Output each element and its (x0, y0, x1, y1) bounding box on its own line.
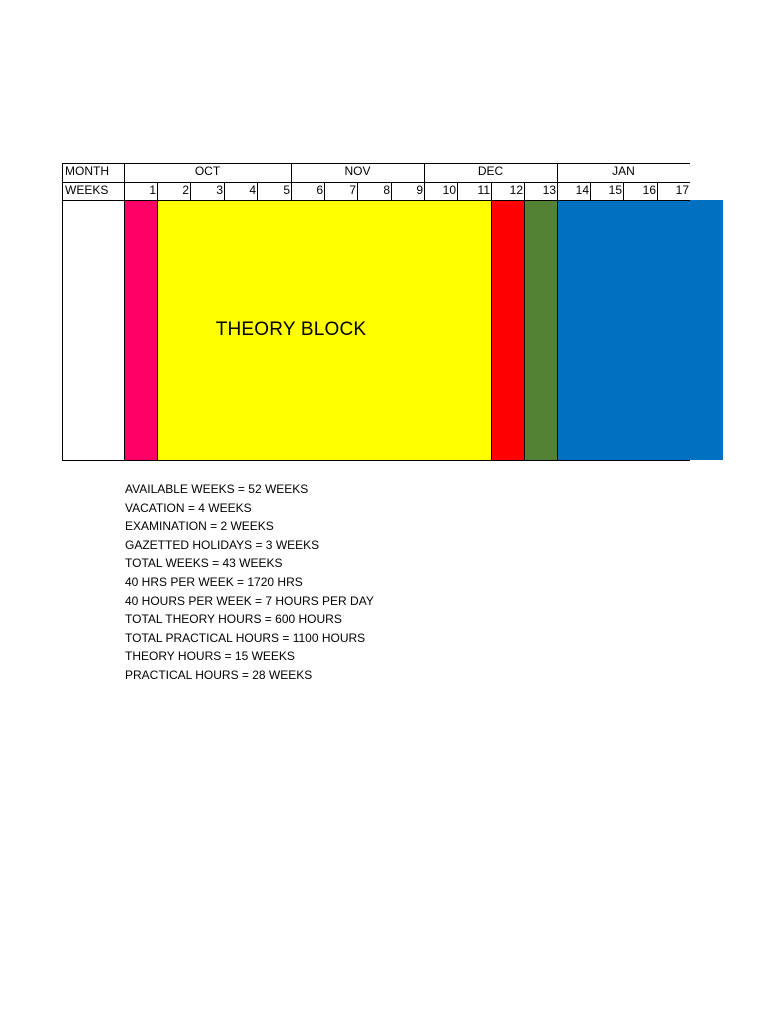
grid-line-week-divider (291, 182, 292, 200)
stat-line: PRACTICAL HOURS = 28 WEEKS (125, 667, 313, 682)
grid-line-week-divider (157, 182, 158, 200)
grid-line-week-divider (457, 182, 458, 200)
week-13: 13 (542, 183, 556, 197)
grid-line-block-divider (557, 200, 558, 460)
week-8: 8 (383, 183, 390, 197)
month-dec: DEC (477, 164, 504, 178)
grid-line-block-divider (524, 200, 525, 460)
week-2: 2 (182, 183, 189, 197)
stat-line: TOTAL THEORY HOURS = 600 HOURS (125, 612, 342, 627)
theory-block (157, 200, 491, 460)
week-4: 4 (249, 183, 256, 197)
grid-line-week-divider (524, 182, 525, 200)
grid-line-week-divider (491, 182, 492, 200)
grid-line-label-divider (124, 163, 125, 460)
month-nov: NOV (344, 164, 371, 178)
grid-line-week-divider (590, 182, 591, 200)
grid-line-block-divider (157, 200, 158, 460)
month-header: MONTH (65, 164, 109, 178)
schedule-table (0, 0, 768, 470)
stat-line: TOTAL WEEKS = 43 WEEKS (125, 556, 283, 571)
week-16: 16 (642, 183, 656, 197)
month-jan: JAN (612, 164, 635, 178)
stats-list (125, 480, 374, 685)
grid-line-month-divider (424, 163, 425, 182)
month-oct: OCT (194, 164, 221, 178)
grid-line-top (62, 163, 690, 164)
week-1: 1 (149, 183, 156, 197)
grid-line-week-divider (657, 182, 658, 200)
grid-line-week-divider (391, 182, 392, 200)
stat-line: EXAMINATION = 2 WEEKS (125, 519, 274, 534)
theory-block-label: THEORY BLOCK (215, 319, 367, 340)
week-11: 11 (477, 183, 490, 197)
weeks-header: WEEKS (65, 183, 109, 197)
stat-line: THEORY HOURS = 15 WEEKS (125, 649, 295, 664)
grid-line-week-divider (224, 182, 225, 200)
grid-line-week-divider (324, 182, 325, 200)
grid-line-bottom (62, 460, 690, 461)
week-12-block (491, 200, 524, 460)
stat-line: AVAILABLE WEEKS = 52 WEEKS (125, 482, 309, 496)
grid-line-week-divider (357, 182, 358, 200)
grid-line-block-divider (491, 200, 492, 460)
grid-line-week-divider (424, 182, 425, 200)
grid-line-month-divider (557, 163, 558, 182)
grid-line-week-divider (623, 182, 624, 200)
week-5: 5 (283, 183, 290, 197)
week-15: 15 (608, 183, 622, 197)
week-12: 12 (509, 183, 523, 197)
stat-line: 40 HOURS PER WEEK = 7 HOURS PER DAY (125, 593, 374, 608)
grid-line-week-divider (190, 182, 191, 200)
week-9: 9 (416, 183, 423, 197)
grid-line-week-divider (557, 182, 558, 200)
grid-line-week-divider (257, 182, 258, 200)
week-6: 6 (316, 183, 323, 197)
grid-line-month-divider (291, 163, 292, 182)
stat-line: GAZETTED HOLIDAYS = 3 WEEKS (125, 537, 320, 552)
stat-line: TOTAL PRACTICAL HOURS = 1100 HOURS (125, 630, 366, 645)
week-14: 14 (575, 183, 589, 197)
week-7: 7 (349, 183, 356, 197)
stat-line: VACATION = 4 WEEKS (125, 500, 252, 515)
stat-line: 40 HRS PER WEEK = 1720 HRS (125, 574, 303, 589)
week-10: 10 (442, 183, 456, 197)
week-17: 17 (675, 183, 689, 197)
week-3: 3 (216, 183, 223, 197)
weeks-14-17-block (557, 200, 723, 460)
week-13-block (524, 200, 557, 460)
grid-line-left (62, 163, 63, 461)
